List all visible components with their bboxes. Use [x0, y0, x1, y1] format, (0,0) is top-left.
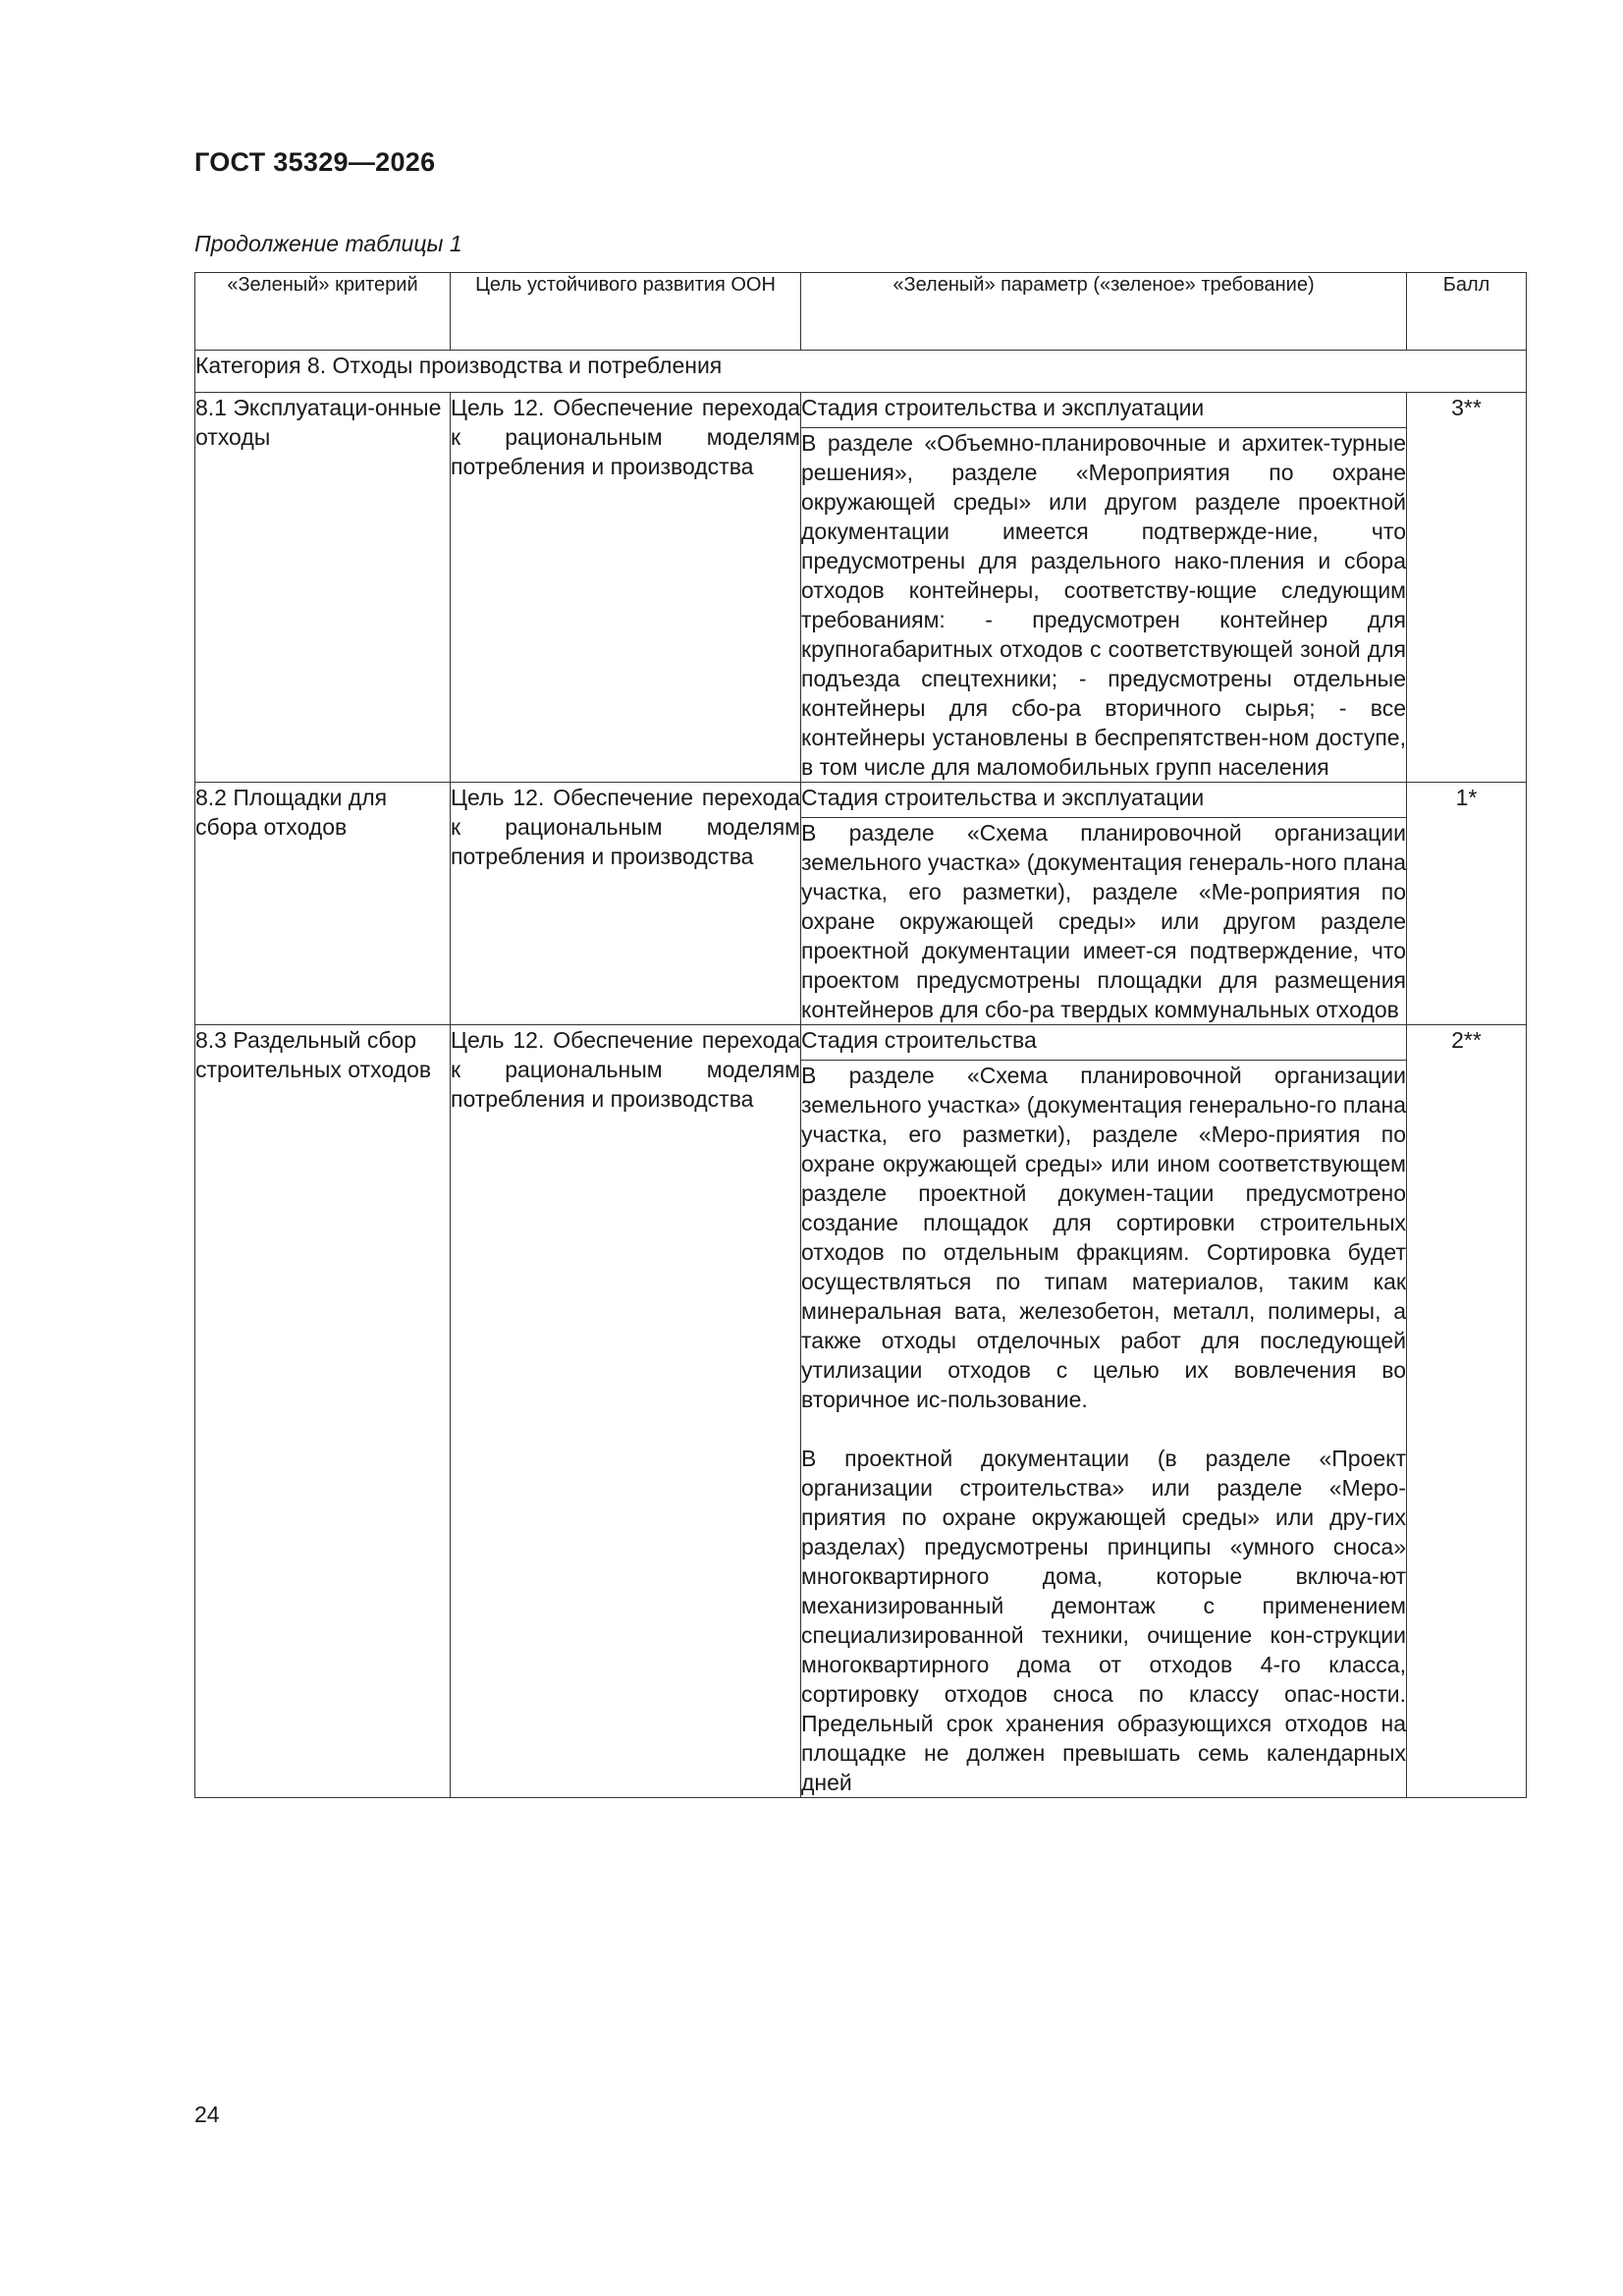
header-green-parameter: «Зеленый» параметр («зеленое» требование) — [801, 273, 1407, 351]
goal-cell: Цель 12. Обеспечение перехода к рациональным моделям потребления и производства — [451, 783, 801, 1025]
category-row — [195, 351, 1527, 393]
header-score: Балл — [1407, 273, 1527, 351]
score-cell: 3** — [1407, 393, 1527, 783]
score-cell: 1* — [1407, 783, 1527, 1025]
header-un-goal: Цель устойчивого развития ООН — [451, 273, 801, 351]
table-header-row — [195, 273, 1527, 351]
description-cell — [801, 818, 1407, 1025]
score-cell: 2** — [1407, 1025, 1527, 1798]
criterion-cell: 8.1 Эксплуатаци-онные отходы — [195, 393, 451, 783]
description-cell — [801, 428, 1407, 783]
stage-cell: Стадия строительства и эксплуатации — [801, 783, 1407, 818]
stage-cell: Стадия строительства — [801, 1025, 1407, 1061]
document-code: ГОСТ 35329—2026 — [194, 147, 436, 177]
table-caption: Продолжение таблицы 1 — [194, 231, 462, 256]
goal-cell: Цель 12. Обеспечение перехода к рациональным моделям потребления и производства — [451, 393, 801, 783]
table-row — [195, 1025, 1527, 1061]
header-criterion: «Зеленый» критерий — [195, 273, 451, 351]
criteria-table — [194, 272, 1527, 1798]
description-paragraph: В разделе «Схема планировочной организации земельного участка» (документация генерально-го плана участка, его разметки), разделе «Меро-приятия по охране окружающей среды» или ином соответствующем разделе проектной докумен-тации предусмотрено создание площадок для сортировки строительных отходов по отдельным фракциям. Сортировка будет осуществляться по типам материалов, таким как минеральная вата, железобетон, металл, полимеры, а также отходы отделочных работ для последующей утилизации отходов с целью их вовлечения во вторичное ис-пользование. — [801, 1063, 1406, 1412]
description-paragraph: В проектной документации (в разделе «Проект организации строительства» или разделе «Меро-приятия по охране окружающей среды» или дру-гих разделах) предусмотрены принципы «умного сноса» многоквартирного дома, которые включа-ют механизированный демонтаж с применением специализированной техники, очищение кон-струкции многоквартирного дома от отходов 4-го класса, сортировку отходов сноса по классу опас-ности. Предельный срок хранения образующихся отходов на площадке не должен превышать семь календарных дней — [801, 1446, 1406, 1795]
table-row — [195, 393, 1527, 428]
description-paragraph: В разделе «Объемно-планировочные и архитек-турные решения», разделе «Мероприятия по охране окружающей среды» или другом разделе проектной документации имеется подтвержде-ние, что предусмотрены для раздельного нако-пления и сбора отходов контейнеры, соответству-ющие следующим требованиям: - предусмотрен контейнер для крупногабаритных отходов с соответствующей зоной для подъезда спецтехники; - предусмотрены отдельные контейнеры для сбо-ра вторичного сырья; - все контейнеры установлены в беспрепятствен-ном доступе, в том числе для маломобильных групп населения — [801, 430, 1406, 780]
category-title: Категория 8. Отходы производства и потребления — [195, 351, 1527, 393]
criterion-cell: 8.2 Площадки для сбора отходов — [195, 783, 451, 1025]
stage-cell: Стадия строительства и эксплуатации — [801, 393, 1407, 428]
description-paragraph: В разделе «Схема планировочной организации земельного участка» (документация генераль-ного плана участка, его разметки), разделе «Ме-роприятия по охране окружающей среды» или другом разделе проектной документации имеет-ся подтверждение, что проектом предусмотрены площадки для размещения контейнеров для сбо-ра твердых коммунальных отходов — [801, 820, 1406, 1022]
criterion-cell: 8.3 Раздельный сбор строительных отходов — [195, 1025, 451, 1798]
goal-cell: Цель 12. Обеспечение перехода к рациональным моделям потребления и производства — [451, 1025, 801, 1798]
description-cell — [801, 1061, 1407, 1798]
page-number: 24 — [194, 2102, 220, 2127]
table-row — [195, 783, 1527, 818]
